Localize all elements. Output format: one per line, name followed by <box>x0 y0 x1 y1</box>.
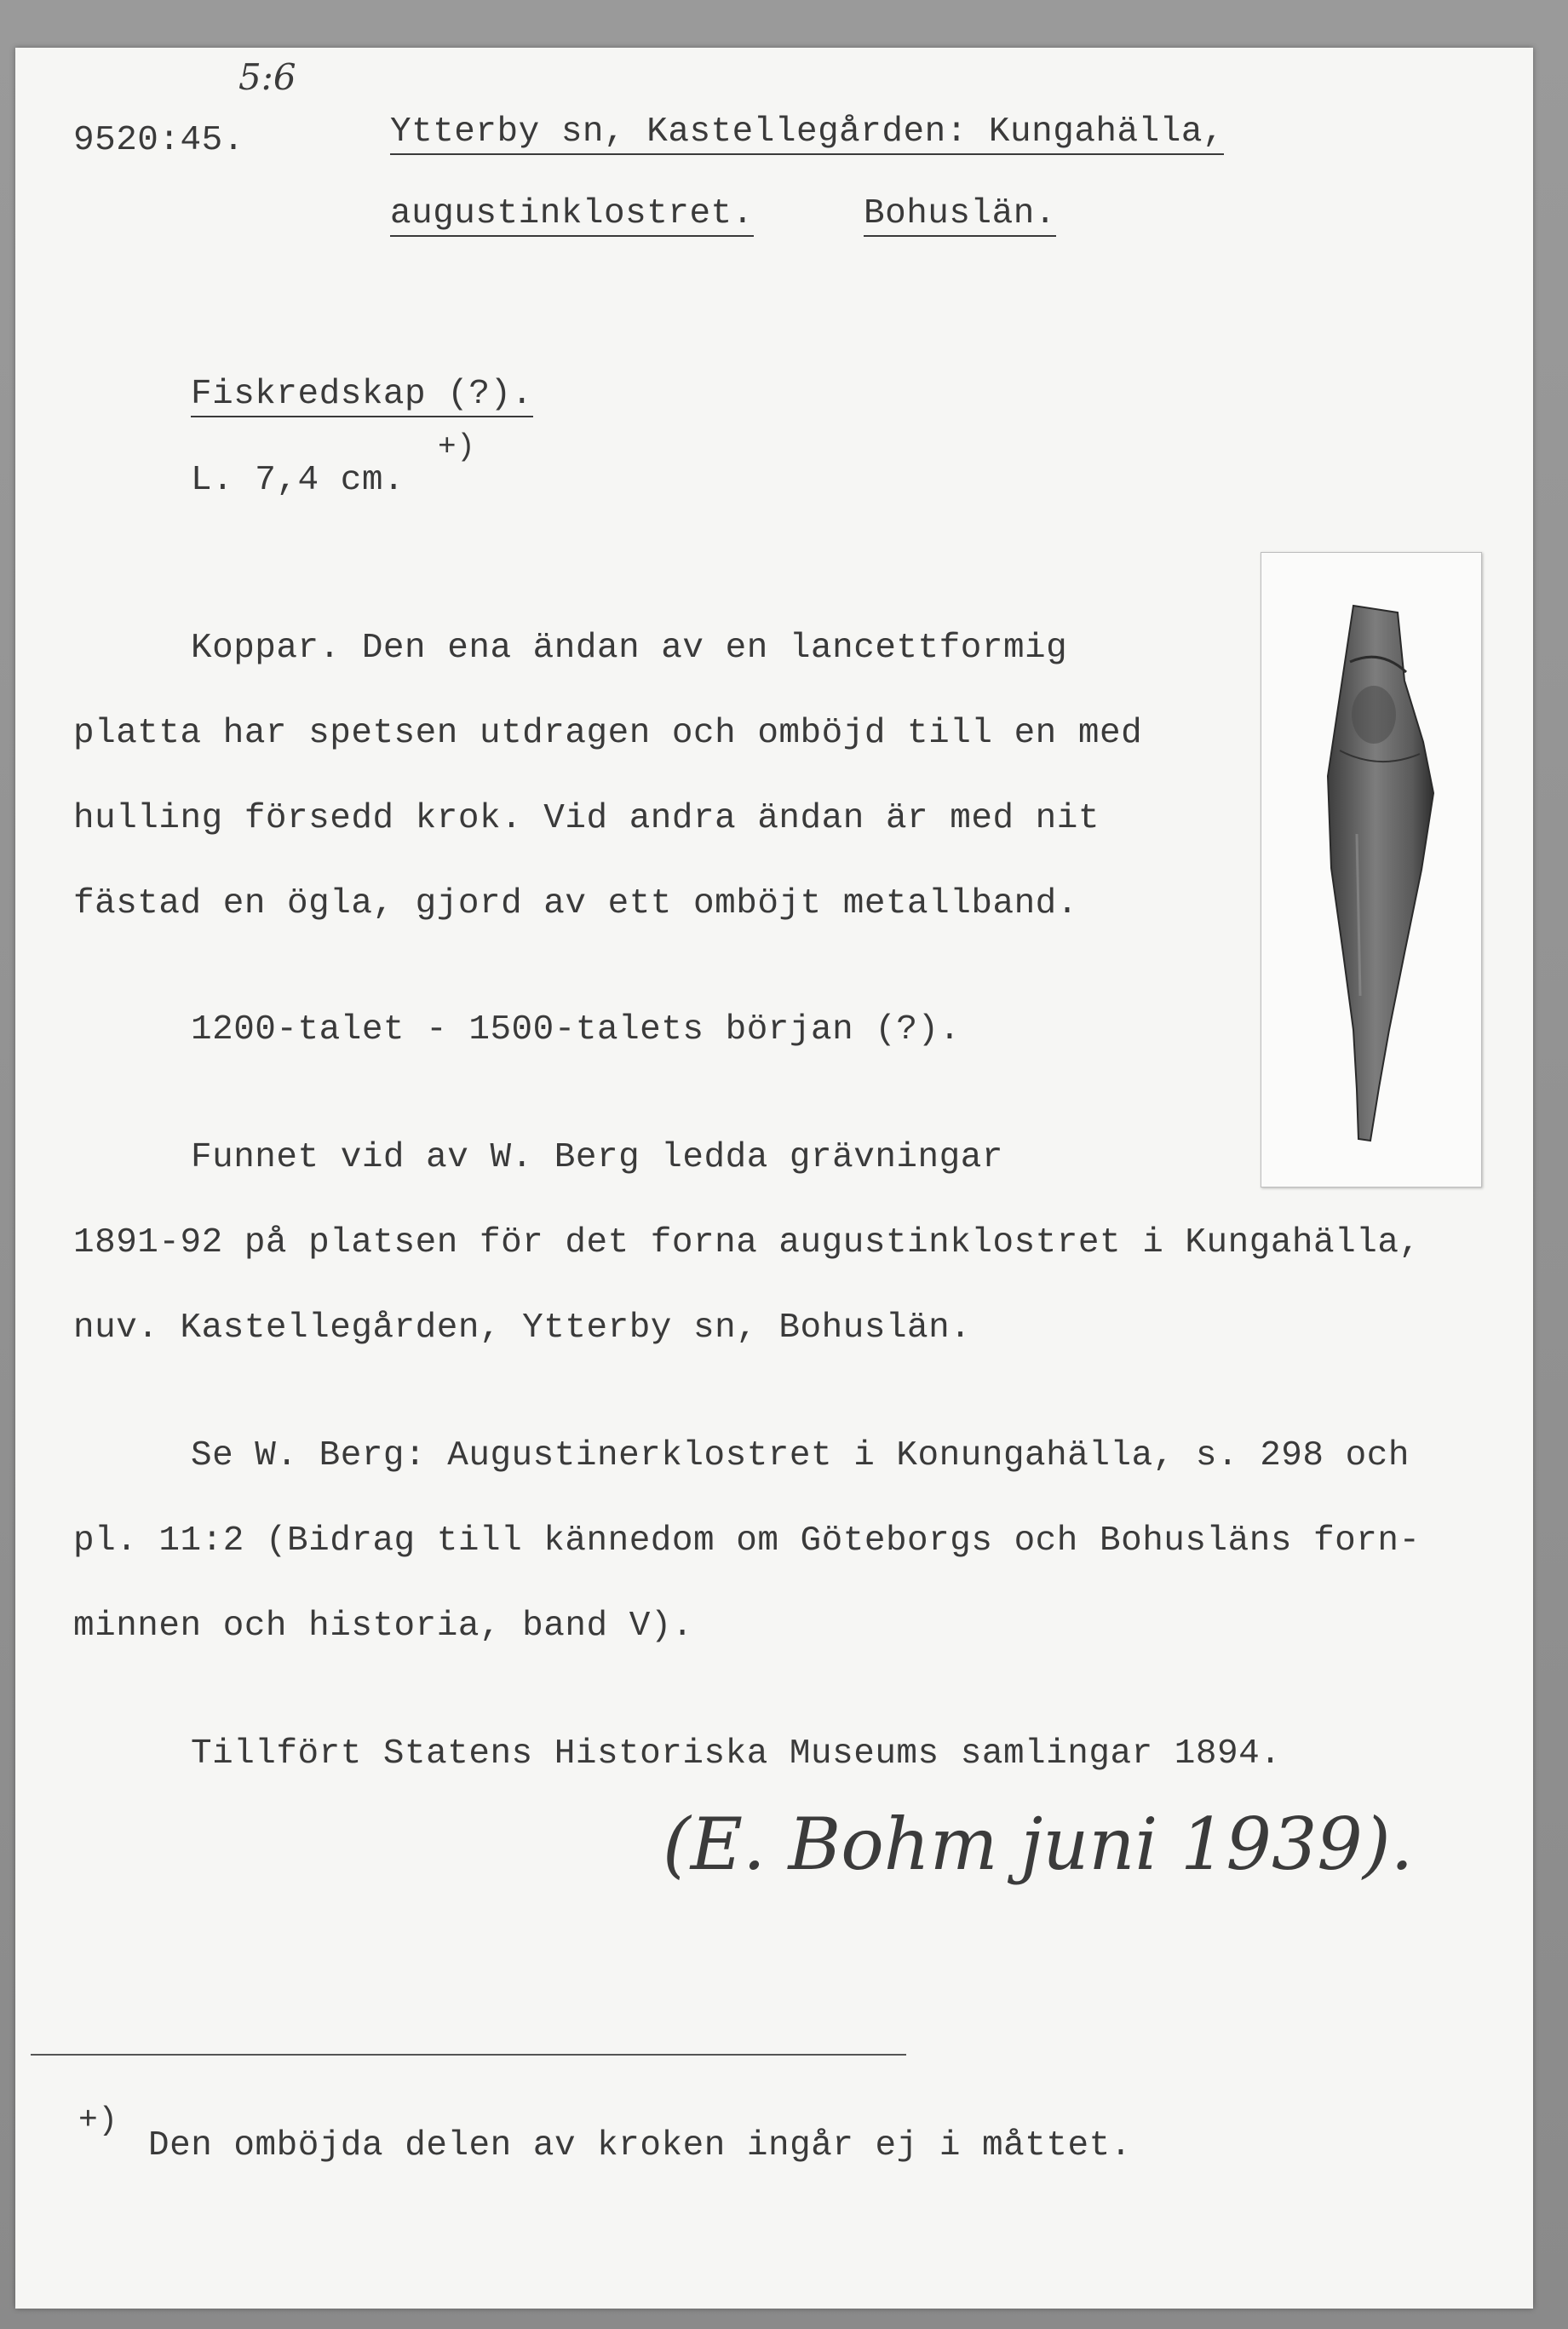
catalog-number: 9520:45. <box>73 121 244 160</box>
handwritten-annotation: 5:6 <box>238 56 296 98</box>
footnote-mark: +) <box>78 2102 118 2139</box>
description-line: hulling försedd krok. Vid andra ändan är med nit <box>73 799 1100 838</box>
artifact-photo <box>1261 552 1482 1188</box>
dating: 1200-talet - 1500-talets början (?). <box>191 1010 961 1049</box>
place-line-2a: augustinklostret. <box>390 194 754 237</box>
fish-hook-artifact-icon <box>1261 553 1481 1187</box>
find-line: nuv. Kastellegården, Ytterby sn, Bohuslän. <box>73 1308 972 1348</box>
accession-note: Tillfört Statens Historiska Museums samlingar 1894. <box>191 1734 1282 1774</box>
description-line: Koppar. Den ena ändan av en lancettformig <box>191 629 1068 668</box>
find-line: Funnet vid av W. Berg ledda grävningar <box>191 1138 1003 1177</box>
catalog-card <box>15 48 1533 2309</box>
reference-line: minnen och historia, band V). <box>73 1607 694 1646</box>
place-line-2b: Bohuslän. <box>864 194 1056 237</box>
measurement: L. 7,4 cm. <box>191 461 405 500</box>
reference-line: Se W. Berg: Augustinerklostret i Konungahälla, s. 298 och <box>191 1436 1410 1475</box>
handwritten-signature: (E. Bohm juni 1939). <box>663 1803 1414 1886</box>
footnote-text: Den omböjda delen av kroken ingår ej i måttet. <box>148 2126 1132 2165</box>
description-line: fästad en ögla, gjord av ett omböjt metallband. <box>73 884 1078 923</box>
find-line: 1891-92 på platsen för det forna augustinklostret i Kungahälla, <box>73 1223 1421 1262</box>
reference-line: pl. 11:2 (Bidrag till kännedom om Göteborgs och Bohusläns forn- <box>73 1521 1421 1561</box>
footnote-divider <box>31 2054 906 2056</box>
measurement-note-mark: +) <box>438 429 476 464</box>
object-name: Fiskredskap (?). <box>191 375 533 417</box>
description-line: platta har spetsen utdragen och omböjd till en med <box>73 714 1143 753</box>
place-line-1: Ytterby sn, Kastellegården: Kungahälla, <box>390 112 1224 155</box>
